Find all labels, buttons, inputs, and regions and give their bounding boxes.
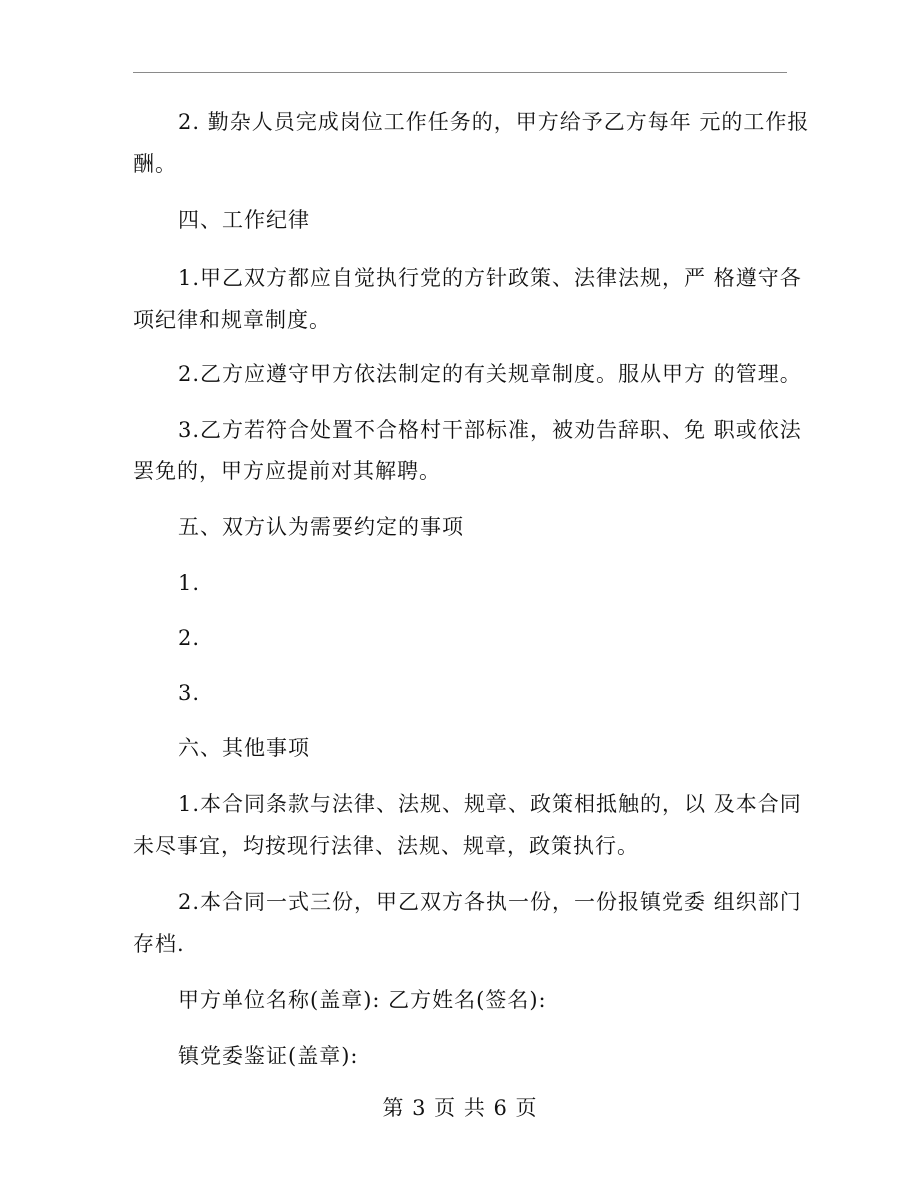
- signature-line-witness: 镇党委鉴证(盖章):: [178, 1044, 359, 1068]
- paragraph-line: 2. 勤杂人员完成岗位工作任务的，甲方给予乙方每年 元的工作报: [178, 110, 810, 134]
- paragraph-line: 3.乙方若符合处置不合格村干部标准，被劝告辞职、免 职或依法: [178, 418, 802, 442]
- section-heading: 六、其他事项: [178, 736, 310, 760]
- list-item: 2.: [178, 626, 201, 650]
- paragraph-line: 1.甲乙双方都应自觉执行党的方针政策、法律法规，严 格遵守各: [178, 266, 802, 290]
- page-number: 第 3 页 共 6 页: [382, 1096, 538, 1120]
- paragraph-line: 1.本合同条款与法律、法规、规章、政策相抵触的，以 及本合同: [178, 792, 802, 816]
- paragraph-line: 酬。: [133, 152, 177, 176]
- section-heading: 四、工作纪律: [178, 208, 310, 232]
- paragraph-line: 存档.: [133, 932, 185, 956]
- list-item: 3.: [178, 681, 201, 705]
- list-item: 1.: [178, 571, 201, 595]
- header-rule: [133, 72, 787, 73]
- section-heading: 五、双方认为需要约定的事项: [178, 515, 464, 539]
- paragraph-line: 罢免的，甲方应提前对其解聘。: [133, 459, 441, 483]
- paragraph-line: 项纪律和规章制度。: [133, 308, 331, 332]
- signature-line-parties: 甲方单位名称(盖章): 乙方姓名(签名):: [178, 988, 547, 1012]
- paragraph-line: 2.乙方应遵守甲方依法制定的有关规章制度。服从甲方 的管理。: [178, 362, 802, 386]
- paragraph-line: 2.本合同一式三份，甲乙双方各执一份，一份报镇党委 组织部门: [178, 890, 802, 914]
- paragraph-line: 未尽事宜，均按现行法律、法规、规章，政策执行。: [133, 834, 639, 858]
